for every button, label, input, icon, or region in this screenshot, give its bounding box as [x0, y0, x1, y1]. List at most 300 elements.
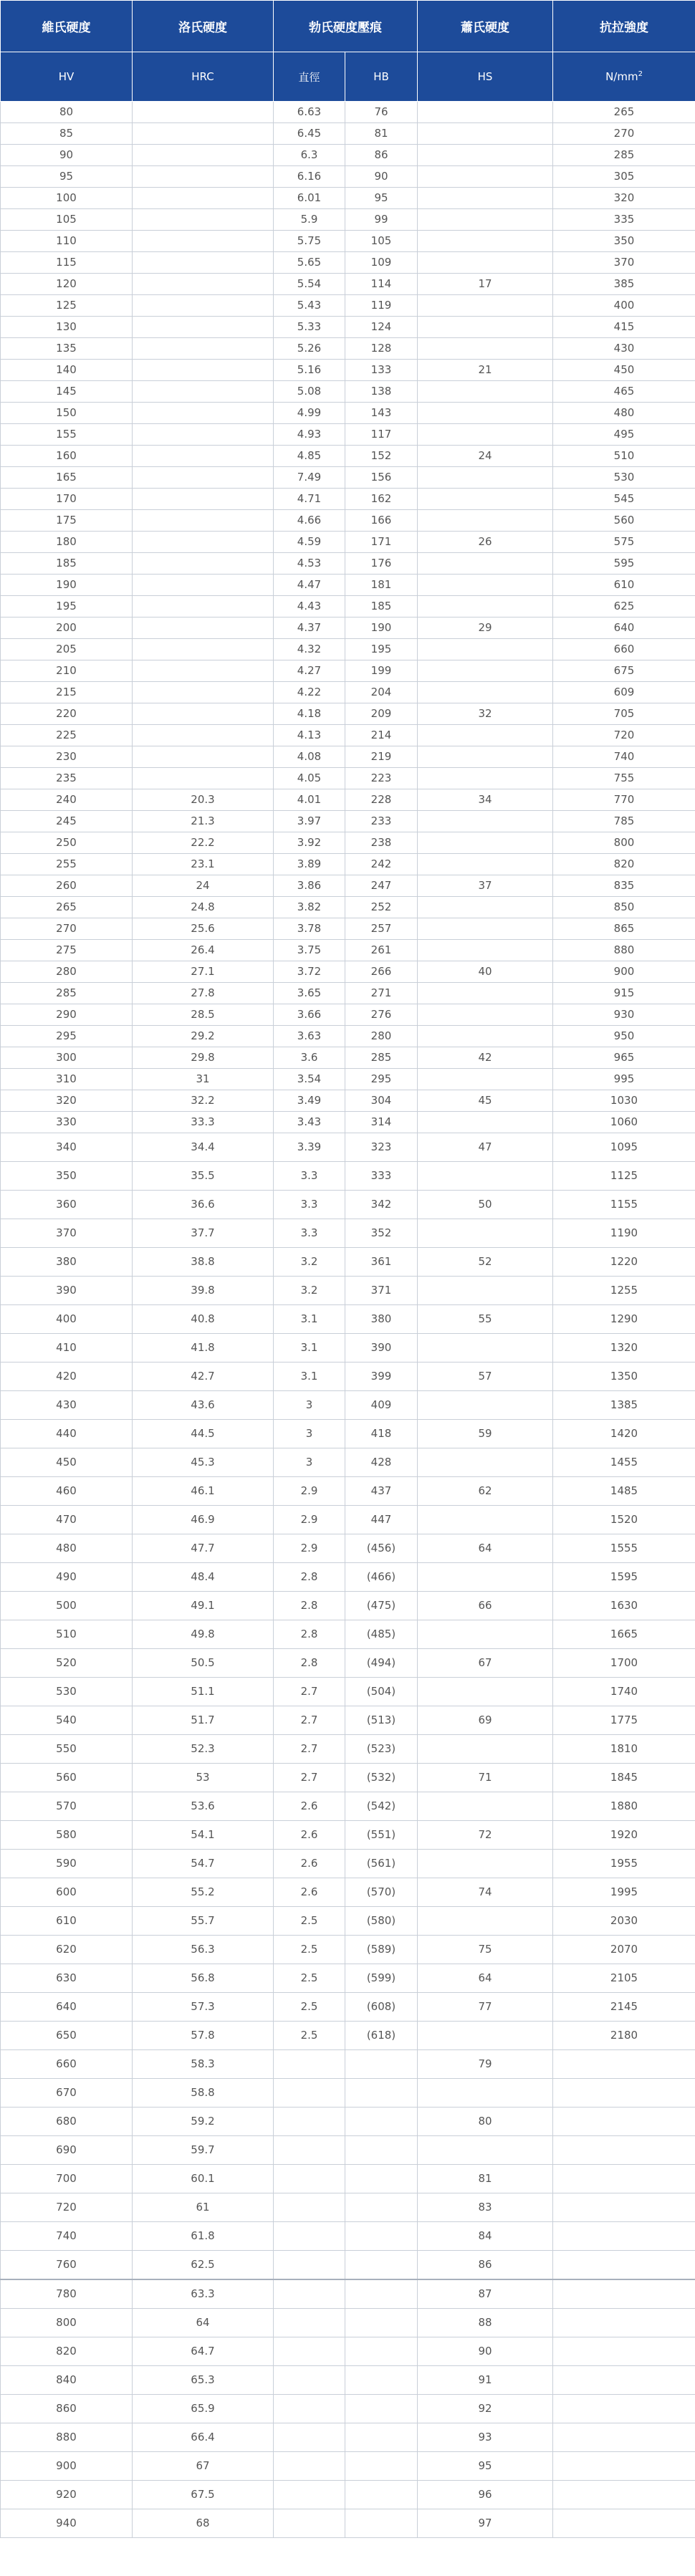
cell-hrc: [133, 252, 274, 274]
cell-hrc: [133, 510, 274, 532]
table-row: [1, 2165, 695, 2193]
cell-hv: 95: [1, 166, 133, 188]
cell-hs: [418, 403, 553, 424]
cell-hv: 460: [1, 1477, 133, 1506]
cell-tensile: [553, 2481, 695, 2509]
cell-tensile: 2030: [553, 1907, 695, 1936]
cell-diameter: [274, 2309, 345, 2337]
table-row: [1, 510, 695, 532]
cell-hb: 124: [345, 317, 418, 338]
cell-hs: 29: [418, 617, 553, 639]
cell-tensile: 995: [553, 1069, 695, 1090]
cell-hv: 235: [1, 768, 133, 789]
cell-hs: 26: [418, 532, 553, 553]
cell-tensile: 400: [553, 295, 695, 317]
cell-hb: (561): [345, 1850, 418, 1878]
cell-hb: 238: [345, 832, 418, 854]
cell-hrc: 56.8: [133, 1964, 274, 1993]
table-row: [1, 360, 695, 381]
cell-hrc: 42.7: [133, 1363, 274, 1391]
cell-hrc: [133, 403, 274, 424]
cell-diameter: 2.6: [274, 1850, 345, 1878]
cell-hb: 276: [345, 1004, 418, 1026]
table-row: [1, 1219, 695, 1248]
cell-hrc: 24.8: [133, 897, 274, 918]
cell-diameter: 2.5: [274, 1936, 345, 1964]
cell-hb: (608): [345, 1993, 418, 2022]
cell-hb: (513): [345, 1706, 418, 1735]
table-row: [1, 918, 695, 940]
cell-hv: 240: [1, 789, 133, 811]
cell-hs: [418, 2079, 553, 2108]
cell-tensile: [553, 2108, 695, 2136]
cell-hs: [418, 1850, 553, 1878]
cell-tensile: 1920: [553, 1821, 695, 1850]
cell-hb: [345, 2279, 418, 2309]
cell-tensile: [553, 2050, 695, 2079]
header-row-titles: [1, 1, 695, 52]
cell-hv: 780: [1, 2279, 133, 2309]
cell-hrc: 22.2: [133, 832, 274, 854]
cell-hrc: [133, 102, 274, 123]
cell-hrc: 48.4: [133, 1563, 274, 1592]
cell-tensile: [553, 2337, 695, 2366]
cell-diameter: [274, 2136, 345, 2165]
cell-hrc: 51.1: [133, 1678, 274, 1706]
unit-hb: HB: [345, 52, 418, 102]
cell-hrc: [133, 209, 274, 231]
cell-diameter: 4.01: [274, 789, 345, 811]
table-row: [1, 2423, 695, 2452]
cell-hv: 245: [1, 811, 133, 832]
cell-diameter: 2.8: [274, 1649, 345, 1678]
cell-hb: 219: [345, 746, 418, 768]
cell-hb: 133: [345, 360, 418, 381]
cell-hb: [345, 2222, 418, 2251]
cell-hs: [418, 295, 553, 317]
cell-hb: (599): [345, 1964, 418, 1993]
unit-tensile-base: N/mm: [605, 70, 638, 83]
cell-hv: 620: [1, 1936, 133, 1964]
cell-tensile: 1155: [553, 1191, 695, 1219]
cell-diameter: 3: [274, 1420, 345, 1448]
cell-hrc: 21.3: [133, 811, 274, 832]
cell-hv: 145: [1, 381, 133, 403]
cell-tensile: 370: [553, 252, 695, 274]
cell-diameter: 2.7: [274, 1735, 345, 1764]
cell-hrc: 67: [133, 2452, 274, 2481]
table-row: [1, 553, 695, 575]
cell-tensile: 2145: [553, 1993, 695, 2022]
cell-hs: [418, 1678, 553, 1706]
table-row: [1, 532, 695, 553]
cell-hrc: [133, 596, 274, 617]
table-row: [1, 1907, 695, 1936]
cell-hs: 45: [418, 1090, 553, 1112]
cell-tensile: 675: [553, 660, 695, 682]
cell-tensile: 510: [553, 446, 695, 467]
cell-hv: 275: [1, 940, 133, 961]
table-row: [1, 1334, 695, 1363]
table-row: [1, 2509, 695, 2538]
cell-hs: [418, 2022, 553, 2050]
cell-tensile: 720: [553, 725, 695, 746]
cell-diameter: [274, 2395, 345, 2423]
table-row: [1, 725, 695, 746]
cell-hrc: [133, 231, 274, 252]
cell-tensile: [553, 2423, 695, 2452]
cell-hrc: 67.5: [133, 2481, 274, 2509]
table-row: [1, 2022, 695, 2050]
cell-hrc: 61: [133, 2193, 274, 2222]
cell-hs: [418, 725, 553, 746]
cell-hv: 265: [1, 897, 133, 918]
cell-hv: 800: [1, 2309, 133, 2337]
table-row: [1, 403, 695, 424]
cell-hv: 295: [1, 1026, 133, 1047]
table-row: [1, 1878, 695, 1907]
cell-diameter: 5.26: [274, 338, 345, 360]
cell-hs: 79: [418, 2050, 553, 2079]
cell-diameter: 3.3: [274, 1191, 345, 1219]
cell-hrc: [133, 532, 274, 553]
cell-hs: [418, 983, 553, 1004]
cell-hs: [418, 252, 553, 274]
cell-hs: 62: [418, 1477, 553, 1506]
cell-hv: 430: [1, 1391, 133, 1420]
table-row: [1, 1026, 695, 1047]
cell-hs: [418, 596, 553, 617]
cell-tensile: 640: [553, 617, 695, 639]
cell-hs: 64: [418, 1964, 553, 1993]
table-row: [1, 854, 695, 875]
cell-hv: 500: [1, 1592, 133, 1620]
cell-diameter: 5.16: [274, 360, 345, 381]
table-row: [1, 1850, 695, 1878]
cell-diameter: [274, 2509, 345, 2538]
cell-hrc: [133, 682, 274, 703]
table-row: [1, 188, 695, 209]
cell-hv: 560: [1, 1764, 133, 1792]
table-row: [1, 1090, 695, 1112]
cell-hs: 67: [418, 1649, 553, 1678]
cell-diameter: 5.75: [274, 231, 345, 252]
cell-hv: 205: [1, 639, 133, 660]
cell-hs: [418, 1620, 553, 1649]
cell-hv: 120: [1, 274, 133, 295]
cell-diameter: 3.92: [274, 832, 345, 854]
cell-hb: 428: [345, 1448, 418, 1477]
cell-hs: [418, 639, 553, 660]
cell-diameter: 2.9: [274, 1534, 345, 1563]
cell-hb: [345, 2366, 418, 2395]
cell-diameter: 4.71: [274, 489, 345, 510]
cell-hv: 720: [1, 2193, 133, 2222]
cell-hv: 135: [1, 338, 133, 360]
table-row: [1, 2193, 695, 2222]
cell-tensile: 530: [553, 467, 695, 489]
table-row: [1, 768, 695, 789]
table-row: [1, 1391, 695, 1420]
cell-hrc: 63.3: [133, 2279, 274, 2309]
cell-hs: [418, 1391, 553, 1420]
cell-hb: 166: [345, 510, 418, 532]
cell-hb: 199: [345, 660, 418, 682]
cell-hrc: [133, 166, 274, 188]
cell-hv: 195: [1, 596, 133, 617]
table-row: [1, 1678, 695, 1706]
cell-hrc: 31: [133, 1069, 274, 1090]
cell-hrc: 43.6: [133, 1391, 274, 1420]
cell-hs: [418, 1563, 553, 1592]
cell-hrc: 59.7: [133, 2136, 274, 2165]
cell-hv: 760: [1, 2251, 133, 2280]
table-row: [1, 1592, 695, 1620]
cell-hs: 17: [418, 274, 553, 295]
table-row: [1, 145, 695, 166]
cell-hrc: [133, 575, 274, 596]
table-row: [1, 1477, 695, 1506]
cell-diameter: [274, 2050, 345, 2079]
cell-diameter: [274, 2481, 345, 2509]
table-row: [1, 575, 695, 596]
table-row: [1, 2337, 695, 2366]
table-row: [1, 2136, 695, 2165]
cell-diameter: 4.37: [274, 617, 345, 639]
cell-hs: [418, 1448, 553, 1477]
cell-tensile: 930: [553, 1004, 695, 1026]
table-row: [1, 1506, 695, 1534]
cell-hrc: 65.3: [133, 2366, 274, 2395]
cell-hb: 304: [345, 1090, 418, 1112]
table-row: [1, 940, 695, 961]
cell-tensile: [553, 2279, 695, 2309]
cell-tensile: 820: [553, 854, 695, 875]
cell-diameter: 4.59: [274, 532, 345, 553]
cell-hb: 114: [345, 274, 418, 295]
cell-tensile: 265: [553, 102, 695, 123]
cell-hrc: 46.9: [133, 1506, 274, 1534]
cell-diameter: 6.3: [274, 145, 345, 166]
cell-hv: 130: [1, 317, 133, 338]
cell-diameter: 3.3: [274, 1162, 345, 1191]
cell-diameter: 2.8: [274, 1620, 345, 1649]
cell-hrc: 40.8: [133, 1305, 274, 1334]
cell-diameter: 2.8: [274, 1592, 345, 1620]
cell-tensile: 1810: [553, 1735, 695, 1764]
cell-hs: [418, 2136, 553, 2165]
cell-hs: [418, 918, 553, 940]
cell-hrc: [133, 381, 274, 403]
cell-hs: [418, 1069, 553, 1090]
cell-diameter: 3.1: [274, 1334, 345, 1363]
table-row: [1, 1764, 695, 1792]
cell-hrc: [133, 145, 274, 166]
cell-hb: (618): [345, 2022, 418, 2050]
cell-hrc: 57.3: [133, 1993, 274, 2022]
cell-hv: 115: [1, 252, 133, 274]
cell-hb: 214: [345, 725, 418, 746]
cell-hrc: 54.7: [133, 1850, 274, 1878]
cell-diameter: 4.13: [274, 725, 345, 746]
cell-tensile: 865: [553, 918, 695, 940]
cell-hrc: 58.3: [133, 2050, 274, 2079]
cell-hrc: 55.7: [133, 1907, 274, 1936]
cell-hb: 223: [345, 768, 418, 789]
cell-hb: (532): [345, 1764, 418, 1792]
cell-tensile: [553, 2165, 695, 2193]
cell-hv: 285: [1, 983, 133, 1004]
cell-diameter: 2.9: [274, 1506, 345, 1534]
table-row: [1, 983, 695, 1004]
cell-hv: 350: [1, 1162, 133, 1191]
cell-hb: 176: [345, 553, 418, 575]
cell-hv: 490: [1, 1563, 133, 1592]
cell-tensile: 1845: [553, 1764, 695, 1792]
table-row: [1, 231, 695, 252]
table-row: [1, 295, 695, 317]
cell-diameter: [274, 2337, 345, 2366]
cell-hrc: 66.4: [133, 2423, 274, 2452]
cell-hb: [345, 2423, 418, 2452]
cell-hs: 86: [418, 2251, 553, 2280]
cell-diameter: 5.33: [274, 317, 345, 338]
cell-diameter: 4.18: [274, 703, 345, 725]
cell-hrc: [133, 768, 274, 789]
cell-hv: 900: [1, 2452, 133, 2481]
cell-hrc: 27.1: [133, 961, 274, 983]
cell-diameter: 3.65: [274, 983, 345, 1004]
cell-hv: 690: [1, 2136, 133, 2165]
cell-tensile: 1485: [553, 1477, 695, 1506]
cell-hs: 34: [418, 789, 553, 811]
cell-hrc: 37.7: [133, 1219, 274, 1248]
table-row: [1, 961, 695, 983]
cell-tensile: 785: [553, 811, 695, 832]
cell-tensile: 1740: [553, 1678, 695, 1706]
cell-hv: 150: [1, 403, 133, 424]
cell-hs: [418, 188, 553, 209]
cell-hrc: 44.5: [133, 1420, 274, 1448]
table-header: [1, 1, 695, 102]
cell-hb: 418: [345, 1420, 418, 1448]
cell-hv: 920: [1, 2481, 133, 2509]
cell-hb: 190: [345, 617, 418, 639]
table-row: [1, 832, 695, 854]
cell-hv: 80: [1, 102, 133, 123]
cell-hs: 52: [418, 1248, 553, 1277]
cell-hb: 242: [345, 854, 418, 875]
cell-tensile: 2105: [553, 1964, 695, 1993]
cell-hb: 119: [345, 295, 418, 317]
cell-hs: [418, 1506, 553, 1534]
cell-hs: 74: [418, 1878, 553, 1907]
cell-hb: [345, 2193, 418, 2222]
cell-hrc: 52.3: [133, 1735, 274, 1764]
cell-hb: 352: [345, 1219, 418, 1248]
cell-hb: 271: [345, 983, 418, 1004]
table-row: [1, 2050, 695, 2079]
cell-hs: 97: [418, 2509, 553, 2538]
cell-hv: 185: [1, 553, 133, 575]
cell-diameter: 5.54: [274, 274, 345, 295]
cell-diameter: 2.8: [274, 1563, 345, 1592]
cell-hb: [345, 2136, 418, 2165]
cell-hb: [345, 2108, 418, 2136]
cell-tensile: 450: [553, 360, 695, 381]
cell-diameter: 4.47: [274, 575, 345, 596]
cell-hrc: [133, 660, 274, 682]
cell-hv: 540: [1, 1706, 133, 1735]
cell-diameter: 5.65: [274, 252, 345, 274]
cell-hb: (570): [345, 1878, 418, 1907]
unit-diameter: 直徑: [274, 52, 345, 102]
cell-hb: [345, 2309, 418, 2337]
cell-hs: 72: [418, 1821, 553, 1850]
cell-hs: 84: [418, 2222, 553, 2251]
cell-hs: [418, 1162, 553, 1191]
cell-hv: 860: [1, 2395, 133, 2423]
header-brinell-indentation: 勃氏硬度壓痕: [274, 1, 418, 52]
header-tensile-strength: 抗拉強度: [553, 1, 695, 52]
cell-hv: 155: [1, 424, 133, 446]
cell-hrc: 59.2: [133, 2108, 274, 2136]
table-row: [1, 1649, 695, 1678]
table-row: [1, 1112, 695, 1133]
cell-tensile: 705: [553, 703, 695, 725]
cell-tensile: 660: [553, 639, 695, 660]
cell-hrc: 23.1: [133, 854, 274, 875]
cell-tensile: 610: [553, 575, 695, 596]
cell-diameter: 3.49: [274, 1090, 345, 1112]
cell-tensile: 1955: [553, 1850, 695, 1878]
unit-tensile-exponent: 2: [638, 70, 643, 78]
cell-hs: [418, 811, 553, 832]
cell-hv: 330: [1, 1112, 133, 1133]
cell-hs: [418, 1004, 553, 1026]
cell-diameter: [274, 2222, 345, 2251]
cell-hrc: [133, 639, 274, 660]
cell-hb: 152: [345, 446, 418, 467]
cell-tensile: 1385: [553, 1391, 695, 1420]
cell-diameter: 6.63: [274, 102, 345, 123]
cell-hrc: 58.8: [133, 2079, 274, 2108]
table-row: [1, 2309, 695, 2337]
cell-hb: 171: [345, 532, 418, 553]
cell-hs: 59: [418, 1420, 553, 1448]
cell-hv: 940: [1, 2509, 133, 2538]
cell-hs: [418, 1334, 553, 1363]
cell-diameter: 4.43: [274, 596, 345, 617]
cell-hb: [345, 2452, 418, 2481]
cell-diameter: 3.82: [274, 897, 345, 918]
cell-hs: [418, 381, 553, 403]
cell-hrc: 25.6: [133, 918, 274, 940]
cell-hv: 85: [1, 123, 133, 145]
cell-hv: 740: [1, 2222, 133, 2251]
cell-tensile: 1700: [553, 1649, 695, 1678]
table-row: [1, 1277, 695, 1305]
cell-hv: 650: [1, 2022, 133, 2050]
table-row: [1, 2222, 695, 2251]
cell-diameter: [274, 2108, 345, 2136]
cell-diameter: [274, 2452, 345, 2481]
cell-tensile: 335: [553, 209, 695, 231]
cell-hb: 247: [345, 875, 418, 897]
cell-hb: 99: [345, 209, 418, 231]
cell-hv: 290: [1, 1004, 133, 1026]
cell-hb: 195: [345, 639, 418, 660]
